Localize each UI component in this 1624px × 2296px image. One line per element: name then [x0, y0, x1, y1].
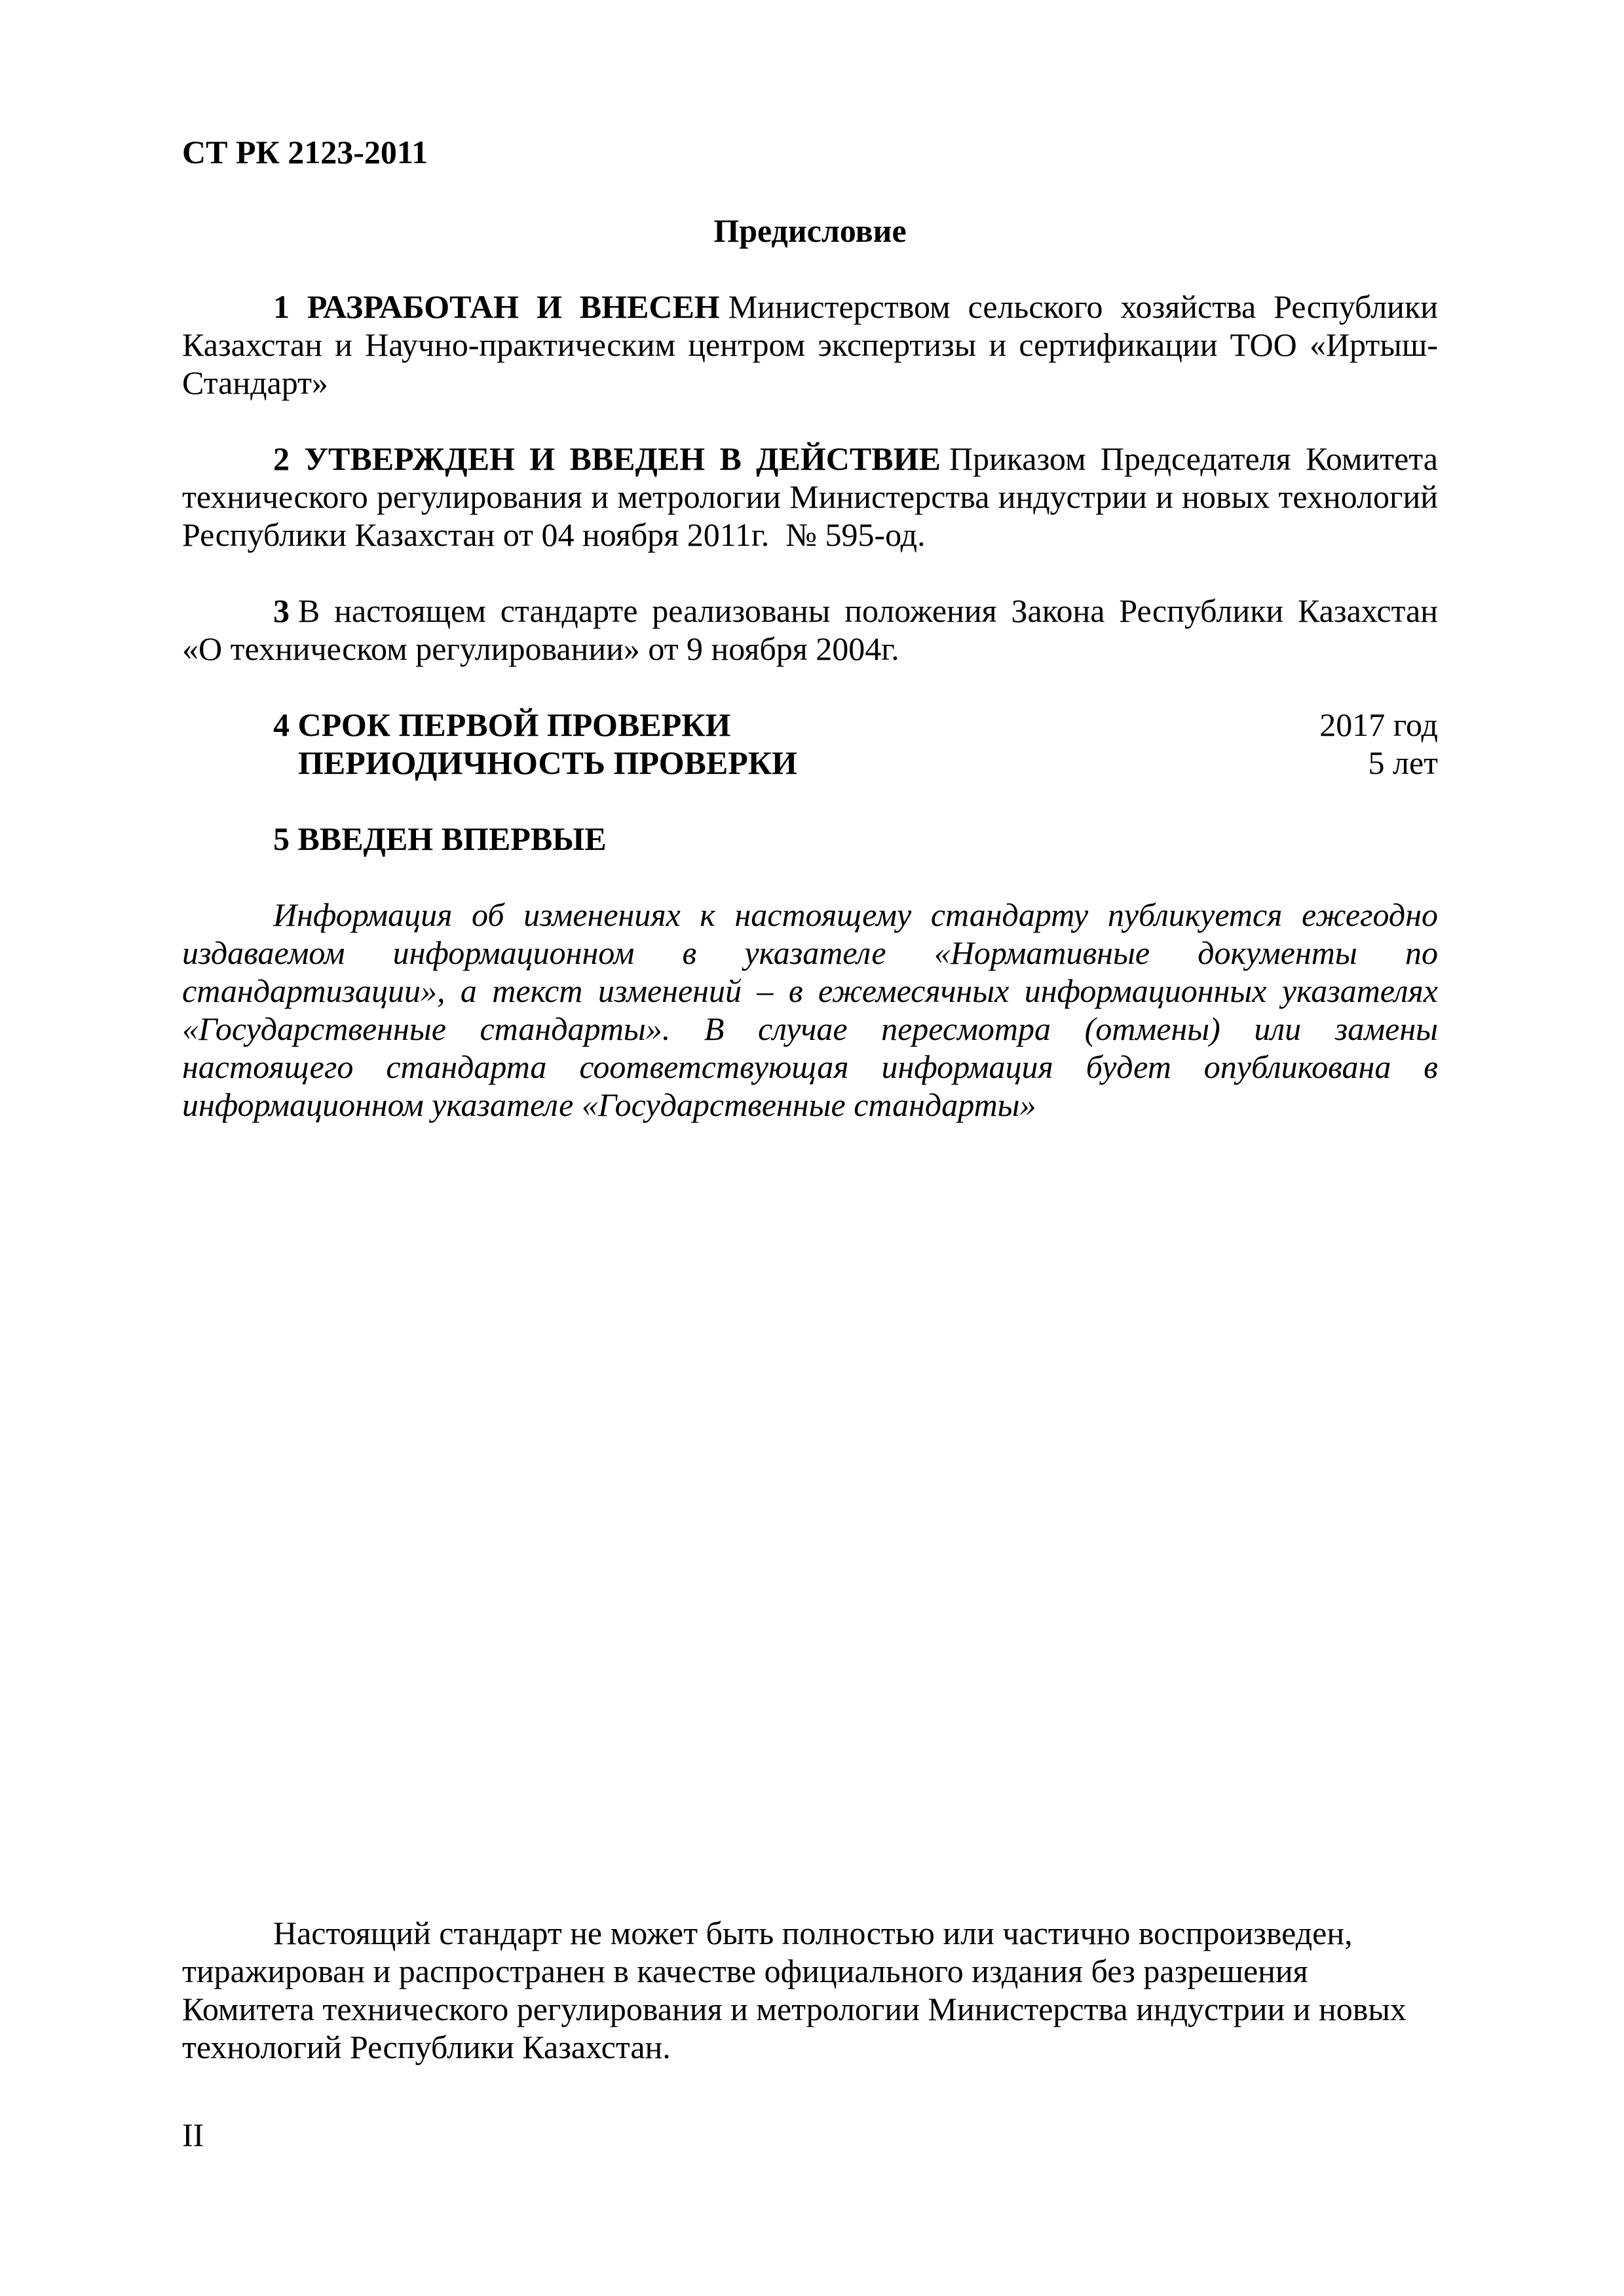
foreword-item-3-label: 3 — [273, 592, 290, 629]
copyright-line-1: Настоящий стандарт не может быть полностью или частично воспроизведен, — [273, 1915, 1353, 1951]
first-check-row — [182, 706, 1438, 744]
first-check-label: 4 СРОК ПЕРВОЙ ПРОВЕРКИ — [273, 706, 731, 743]
document-code: СТ РК 2123-2011 — [182, 134, 428, 170]
foreword-item-3 — [182, 592, 1438, 668]
foreword-item-3-text: В настоящем стандарте реализованы положения Закона Республики Казахстан «О техническом регулировании» от 9 ноября 2004г. — [182, 592, 1438, 667]
foreword-item-5: 5 ВВЕДЕН ВПЕРВЫЕ — [273, 820, 607, 857]
foreword-item-1-label: 1 РАЗРАБОТАН И ВНЕСЕН — [273, 288, 720, 325]
check-period-label: ПЕРИОДИЧНОСТЬ ПРОВЕРКИ — [298, 744, 797, 781]
foreword-item-1-text: Министерством сельского хозяйства Республики Казахстан и Научно-практическим центром экспертизы и сертификации ТОО «Иртыш-Стандарт» — [182, 288, 1438, 401]
page-title: Предисловие — [713, 212, 907, 249]
first-check-value: 2017 год — [1319, 706, 1438, 743]
foreword-item-2 — [182, 440, 1438, 554]
foreword-item-4 — [182, 706, 1438, 782]
check-period-value: 5 лет — [1368, 744, 1438, 781]
copyright-line-2: тиражирован и распространен в качестве официального издания без разрешения — [182, 1953, 1308, 1989]
change-notice: Информация об изменениях к настоящему стандарту публикуется ежегодно издаваемом информационном в указателе «Нормативные документы по стандартизации», а текст изменений – в ежемесячных информационных указателях «Государственные стандарты». В случае пересмотра (отмены) или замены настоящего стандарта соответствующая информация будет опубликована в информационном указателе «Государственные стандарты» — [182, 896, 1438, 1123]
copyright-note — [182, 1914, 1438, 2066]
check-period-row — [182, 744, 1438, 782]
foreword-item-1 — [182, 288, 1438, 402]
copyright-line-4: технологий Республики Казахстан. — [182, 2029, 671, 2065]
foreword-item-2-label: 2 УТВЕРЖДЕН И ВВЕДЕН В ДЕЙСТВИЕ — [273, 440, 941, 477]
page-number: II — [182, 2116, 204, 2153]
copyright-line-3: Комитета технического регулирования и метрологии Министерства индустрии и новых — [182, 1991, 1407, 2027]
foreword-item-2-text: Приказом Председателя Комитета технического регулирования и метрологии Министерства индустрии и новых технологий Республики Казахстан от 04 ноября 2011г. № 595-од. — [182, 440, 1438, 553]
